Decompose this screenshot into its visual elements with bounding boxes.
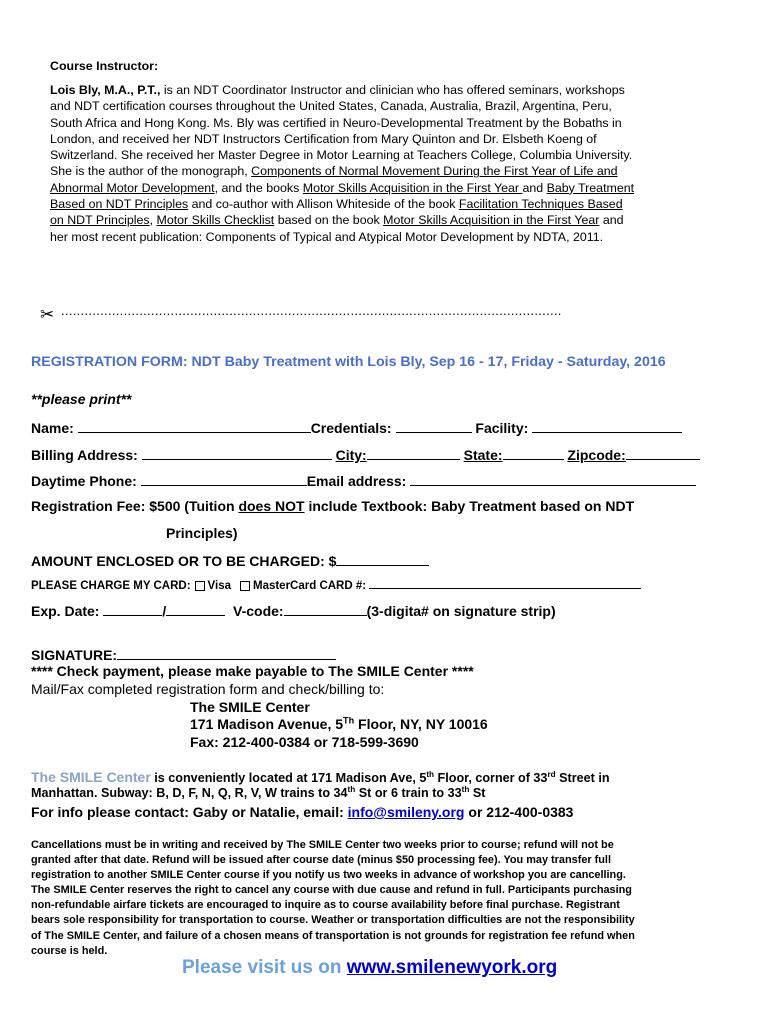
bio-text: Lois Bly, M.A., P.T., [50,83,161,97]
visa-label: Visa [207,580,231,592]
fax-line: Fax: 212-400-0384 or 718-599-3690 [190,734,419,750]
signature-row [31,645,336,663]
bio-line [50,131,720,147]
policy-line: of The SMILE Center, and failure of a chosen means of transportation is not grounds for registration fee refund when [31,929,635,942]
state-label: State: [463,447,503,463]
card-number-field[interactable] [369,578,641,589]
signature-field[interactable] [117,645,336,660]
bio-text: , [149,213,157,228]
policy-line: bears sole responsibility for transportation to course. Weather or transportation difficulties are not the responsibility [31,914,635,927]
name-row [31,418,682,436]
footer-visit [182,957,557,979]
amount-row [31,551,429,569]
address-sup: Th [343,715,355,726]
bio-title: Motor Skills Acquisition in the First Year [383,213,600,228]
fee-text: Registration Fee: $500 (Tuition [31,498,239,514]
vcode-field[interactable] [284,601,367,616]
zipcode-label: Zipcode: [567,447,626,463]
amount-field[interactable] [336,551,429,566]
bio-text: , and the books [214,180,303,195]
bio-text: London, and received her NDT Instructors Certification from Mary Quinton and Dr. Elsbeth Koeng of [50,131,597,146]
signature-label: SIGNATURE: [31,647,118,663]
bio-text: her most recent publication: Components of Typical and Atypical Motor Development by NDTA, 2011. [50,229,604,244]
please-print-note: **please print** [31,391,132,407]
location-text: St or 6 train to 33 [355,786,462,800]
daytime-phone-field[interactable] [141,471,307,486]
credentials-field[interactable] [396,418,472,433]
bio-text: and [599,213,624,228]
name-field[interactable] [78,418,311,433]
bio-line [50,163,720,179]
charge-card-row [31,578,641,592]
name-label: Name: [31,420,74,436]
bio-line [50,98,720,114]
policy-line: granted after that date. Refund will be issued after course date (minus $50 processing fee). You may transfer full [31,854,611,867]
bio-line [50,115,720,131]
bio-text: and NDT certification courses throughout the United States, Canada, Australia, Brazil, Argentina, Peru, [50,99,612,114]
bio-text: South Africa and Hong Kong. Ms. Bly was certified in Neuro-Developmental Treatment by the Bobaths in [50,115,622,130]
policy-line: The SMILE Center reserves the right to cancel any course with due cause and refund in full. Participants purchasing [31,884,632,897]
email-label: Email address: [306,473,407,489]
cut-line: ................................................................................................................................ [61,303,562,318]
billing-address-label: Billing Address: [31,447,138,463]
bio-title: Components of Normal Movement During the First Year of Life and [251,164,618,179]
exp-month-field[interactable] [103,601,162,616]
location-text: Floor, corner of 33 [434,771,548,785]
sup: th [461,784,470,794]
credentials-label: Credentials: [310,420,392,436]
policy-line: Cancellations must be in writing and received by The SMILE Center two weeks prior to course; refund will not be [31,839,614,851]
state-field[interactable] [503,445,564,460]
cancellation-policy [31,838,635,959]
fee-exclusion: does NOT [238,498,305,514]
bio-text: Switzerland. She received her Master Degree in Motor Learning at Teachers College, Columbia University. [50,148,633,163]
amount-label: AMOUNT ENCLOSED OR TO BE CHARGED: $ [31,553,337,569]
sup: rd [547,769,556,779]
scissors-icon: ✂ [40,305,55,324]
policy-line: course is held. [31,944,108,957]
charge-card-label: PLEASE CHARGE MY CARD: [31,580,191,592]
policy-line: registration to another SMILE Center course if you notify us two weeks in advance of workshop you are cancelling. [31,869,626,882]
location-text: is conveniently located at 171 Madison Ave, 5 [150,771,427,785]
bio-title: on NDT Principles [50,213,150,228]
city-label: City: [335,447,367,463]
bio-title: Baby Treatment [546,180,635,195]
bio-line [50,212,720,228]
sup: th [426,769,435,779]
mail-center-name: The SMILE Center [190,699,310,715]
city-field[interactable] [367,445,460,460]
instructor-bio [50,82,720,245]
bio-title: Based on NDT Principles [50,197,189,212]
bio-line [50,147,720,163]
vcode-hint: (3-digita# on signature strip) [366,603,556,619]
phone-row [31,471,696,489]
billing-address-field[interactable] [142,445,332,460]
check-payment-line [31,663,474,679]
email-field[interactable] [410,471,696,486]
mail-fax-line: Mail/Fax completed registration form and check/billing to: [31,681,385,697]
visit-text: Please visit us on [182,957,347,978]
bio-text: and [522,180,547,195]
sup: th [347,784,356,794]
policy-line: non-refundable airfare tickets are encouraged to inquire as to course availability before final purchase. Registrant [31,899,620,912]
location-center-name: The SMILE Center [31,769,151,785]
fee-text-end: include Textbook: Baby Treatment based on NDT [304,498,635,514]
bio-text: is an NDT Coordinator Instructor and clinician who has offered seminars, workshops [160,83,625,97]
location-text: Manhattan. Subway: B, D, F, N, Q, R, V, W trains to 34 [31,786,348,800]
facility-field[interactable] [532,418,682,433]
vcode-label: V-code: [233,603,284,619]
bio-line [50,180,720,196]
location-text: Street in [555,771,610,785]
bio-title: Abnormal Motor Development [50,180,215,195]
fee-line-2: Principles) [166,525,238,541]
visa-checkbox[interactable] [195,581,205,591]
bio-line [50,82,720,98]
exp-row [31,601,556,619]
bio-text: based on the book [274,213,384,228]
mastercard-checkbox[interactable] [240,581,250,591]
daytime-phone-label: Daytime Phone: [31,473,137,489]
exp-year-field[interactable] [166,601,225,616]
mail-address [190,716,488,732]
bio-text: She is the author of the monograph, [50,164,252,179]
exp-separator: / [162,603,167,619]
bio-title: Motor Skills Checklist [156,213,275,228]
bio-line [50,229,720,245]
billing-row [31,445,700,463]
facility-label: Facility: [475,420,529,436]
contact-phone: or 212-400-0383 [464,804,574,820]
registration-fee [31,498,634,514]
mastercard-label: MasterCard CARD #: [252,580,367,592]
contact-line [31,804,573,820]
address-text: 171 Madison Avenue, 5 [190,716,344,732]
zipcode-field[interactable] [626,445,700,460]
contact-text: For info please contact: Gaby or Natalie, email: [31,804,348,820]
location-text: St [469,786,486,800]
bio-title: Facilitation Techniques Based [458,197,623,212]
contact-email-link[interactable]: info@smileny.org [347,804,465,820]
website-link[interactable]: www.smilenewyork.org [346,957,558,978]
exp-date-label: Exp. Date: [31,603,100,619]
instructor-heading: Course Instructor: [50,59,159,73]
address-text-end: Floor, NY, NY 10016 [354,716,488,732]
location-line-2 [31,786,485,800]
form-title: REGISTRATION FORM: NDT Baby Treatment with Lois Bly, Sep 16 - 17, Friday - Saturday, 2016 [31,354,666,370]
location-line-1 [31,769,610,785]
check-payment-text: **** Check payment, please make payable to The SMILE Center **** [31,663,474,679]
bio-line [50,196,720,212]
bio-title: Motor Skills Acquisition in the First Year [302,180,523,195]
bio-text: and co-author with Allison Whiteside of the book [188,197,459,212]
